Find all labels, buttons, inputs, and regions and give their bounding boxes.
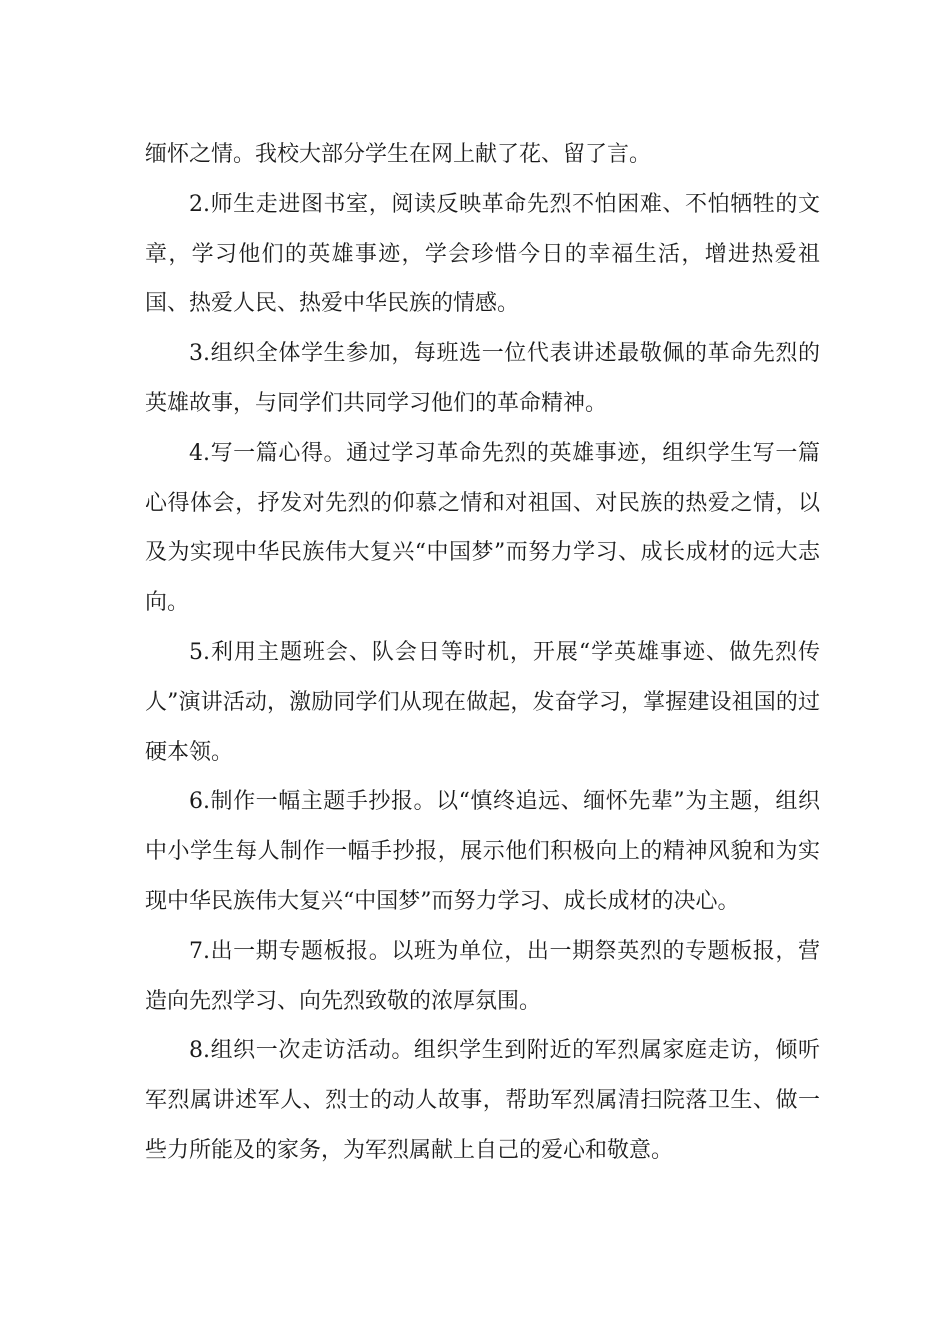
paragraph-item-6: 6.制作一幅主题手抄报。以“慎终追远、缅怀先辈”为主题，组织中小学生每人制作一幅手抄报，展示他们积极向上的精神风貌和为实现中华民族伟大复兴“中国梦”而努力学习、成长成材的决心。: [145, 789, 820, 914]
paragraph-item-5: 5.利用主题班会、队会日等时机，开展“学英雄事迹、做先烈传人”演讲活动，激励同学们从现在做起，发奋学习，掌握建设祖国的过硬本领。: [145, 639, 820, 765]
paragraph-item-3: 3.组织全体学生参加，每班选一位代表讲述最敬佩的革命先烈的英雄故事，与同学们共同学习他们的革命精神。: [145, 341, 820, 416]
paragraph-item-4: 4.写一篇心得。通过学习革命先烈的英雄事迹，组织学生写一篇心得体会，抒发对先烈的仰慕之情和对祖国、对民族的热爱之情，以及为实现中华民族伟大复兴“中国梦”而努力学习、成长成材的远大志向。: [145, 440, 820, 616]
document-body: [145, 130, 820, 1176]
paragraph-item-7: 7.出一期专题板报。以班为单位，出一期祭英烈的专题板报，营造向先烈学习、向先烈致敬的浓厚氛围。: [145, 938, 820, 1014]
paragraph-item-2: 2.师生走进图书室，阅读反映革命先烈不怕困难、不怕牺牲的文章，学习他们的英雄事迹，学会珍惜今日的幸福生活，增进热爱祖国、热爱人民、热爱中华民族的情感。: [145, 191, 820, 317]
paragraph-item-8: 8.组织一次走访活动。组织学生到附近的军烈属家庭走访，倾听军烈属讲述军人、烈士的动人故事，帮助军烈属清扫院落卫生、做一些力所能及的家务，为军烈属献上自己的爱心和敬意。: [145, 1038, 820, 1163]
paragraph-continuation: 缅怀之情。我校大部分学生在网上献了花、留了言。: [145, 142, 652, 167]
